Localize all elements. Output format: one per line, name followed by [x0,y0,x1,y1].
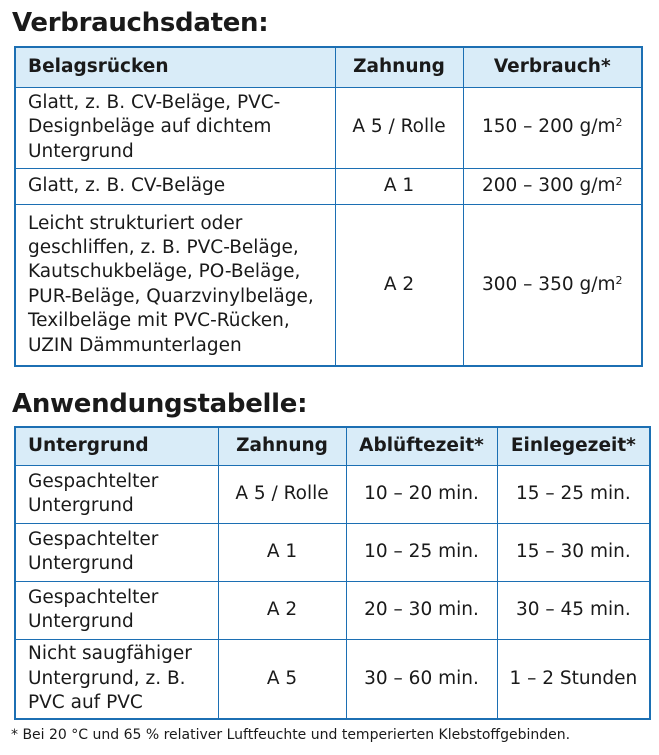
notch-cell: A 2 [218,581,346,639]
consumption-table [14,46,643,367]
table-header-row [15,47,642,87]
flash-off-cell: 20 – 30 min. [346,581,497,639]
substrate-cell: Gespachtelter Untergrund [15,465,218,523]
laying-cell: 15 – 25 min. [497,465,650,523]
column-header: Belagsrücken [15,47,335,87]
table-row [15,581,650,639]
notch-cell: A 5 / Rolle [335,87,463,168]
flash-off-cell: 10 – 25 min. [346,523,497,581]
amount-cell: 200 – 300 $g/m^2$ [463,168,642,204]
column-header: Verbrauch* [463,47,642,87]
notch-cell: A 1 [335,168,463,204]
application-table [14,426,651,720]
substrate-cell: Nicht saugfähiger Untergrund, z. B. PVC auf PVC [15,639,218,719]
column-header: Ablüftezeit* [346,427,497,465]
footnote: * Bei 20 °C und 65 % relativer Luftfeuchte und temperierten Klebstoffgebinden. [11,727,571,743]
table-row [15,523,650,581]
laying-cell: 1 – 2 Stunden [497,639,650,719]
column-header: Zahnung [335,47,463,87]
column-header: Untergrund [15,427,218,465]
table-row [15,204,642,366]
substrate-cell: Gespachtelter Untergrund [15,523,218,581]
notch-cell: A 5 / Rolle [218,465,346,523]
amount-cell: 300 – 350 $g/m^2$ [463,204,642,366]
backing-cell: Glatt, z. B. CV-Beläge, PVC- Designbeläge auf dichtem Untergrund [15,87,335,168]
laying-cell: 30 – 45 min. [497,581,650,639]
flash-off-cell: 10 – 20 min. [346,465,497,523]
table-header-row [15,427,650,465]
consumption-title: Verbrauchsdaten: [12,8,269,38]
flash-off-cell: 30 – 60 min. [346,639,497,719]
backing-cell: Glatt, z. B. CV-Beläge [15,168,335,204]
amount-cell: 150 – 200 $g/m^2$ [463,87,642,168]
laying-cell: 15 – 30 min. [497,523,650,581]
column-header: Zahnung [218,427,346,465]
table-row [15,465,650,523]
application-title: Anwendungstabelle: [12,389,308,419]
backing-cell: Leicht strukturiert oder geschliffen, z. B. PVC-Beläge, Kautschukbeläge, PO-Beläge, PUR-Beläge, Quarzvinylbeläge, Texilbeläge mit PVC-Rücken, UZIN Dämmunterlagen [15,204,335,366]
substrate-cell: Gespachtelter Untergrund [15,581,218,639]
table-row [15,87,642,168]
table-row [15,639,650,719]
column-header: Einlegezeit* [497,427,650,465]
notch-cell: A 2 [335,204,463,366]
notch-cell: A 1 [218,523,346,581]
notch-cell: A 5 [218,639,346,719]
table-row [15,168,642,204]
